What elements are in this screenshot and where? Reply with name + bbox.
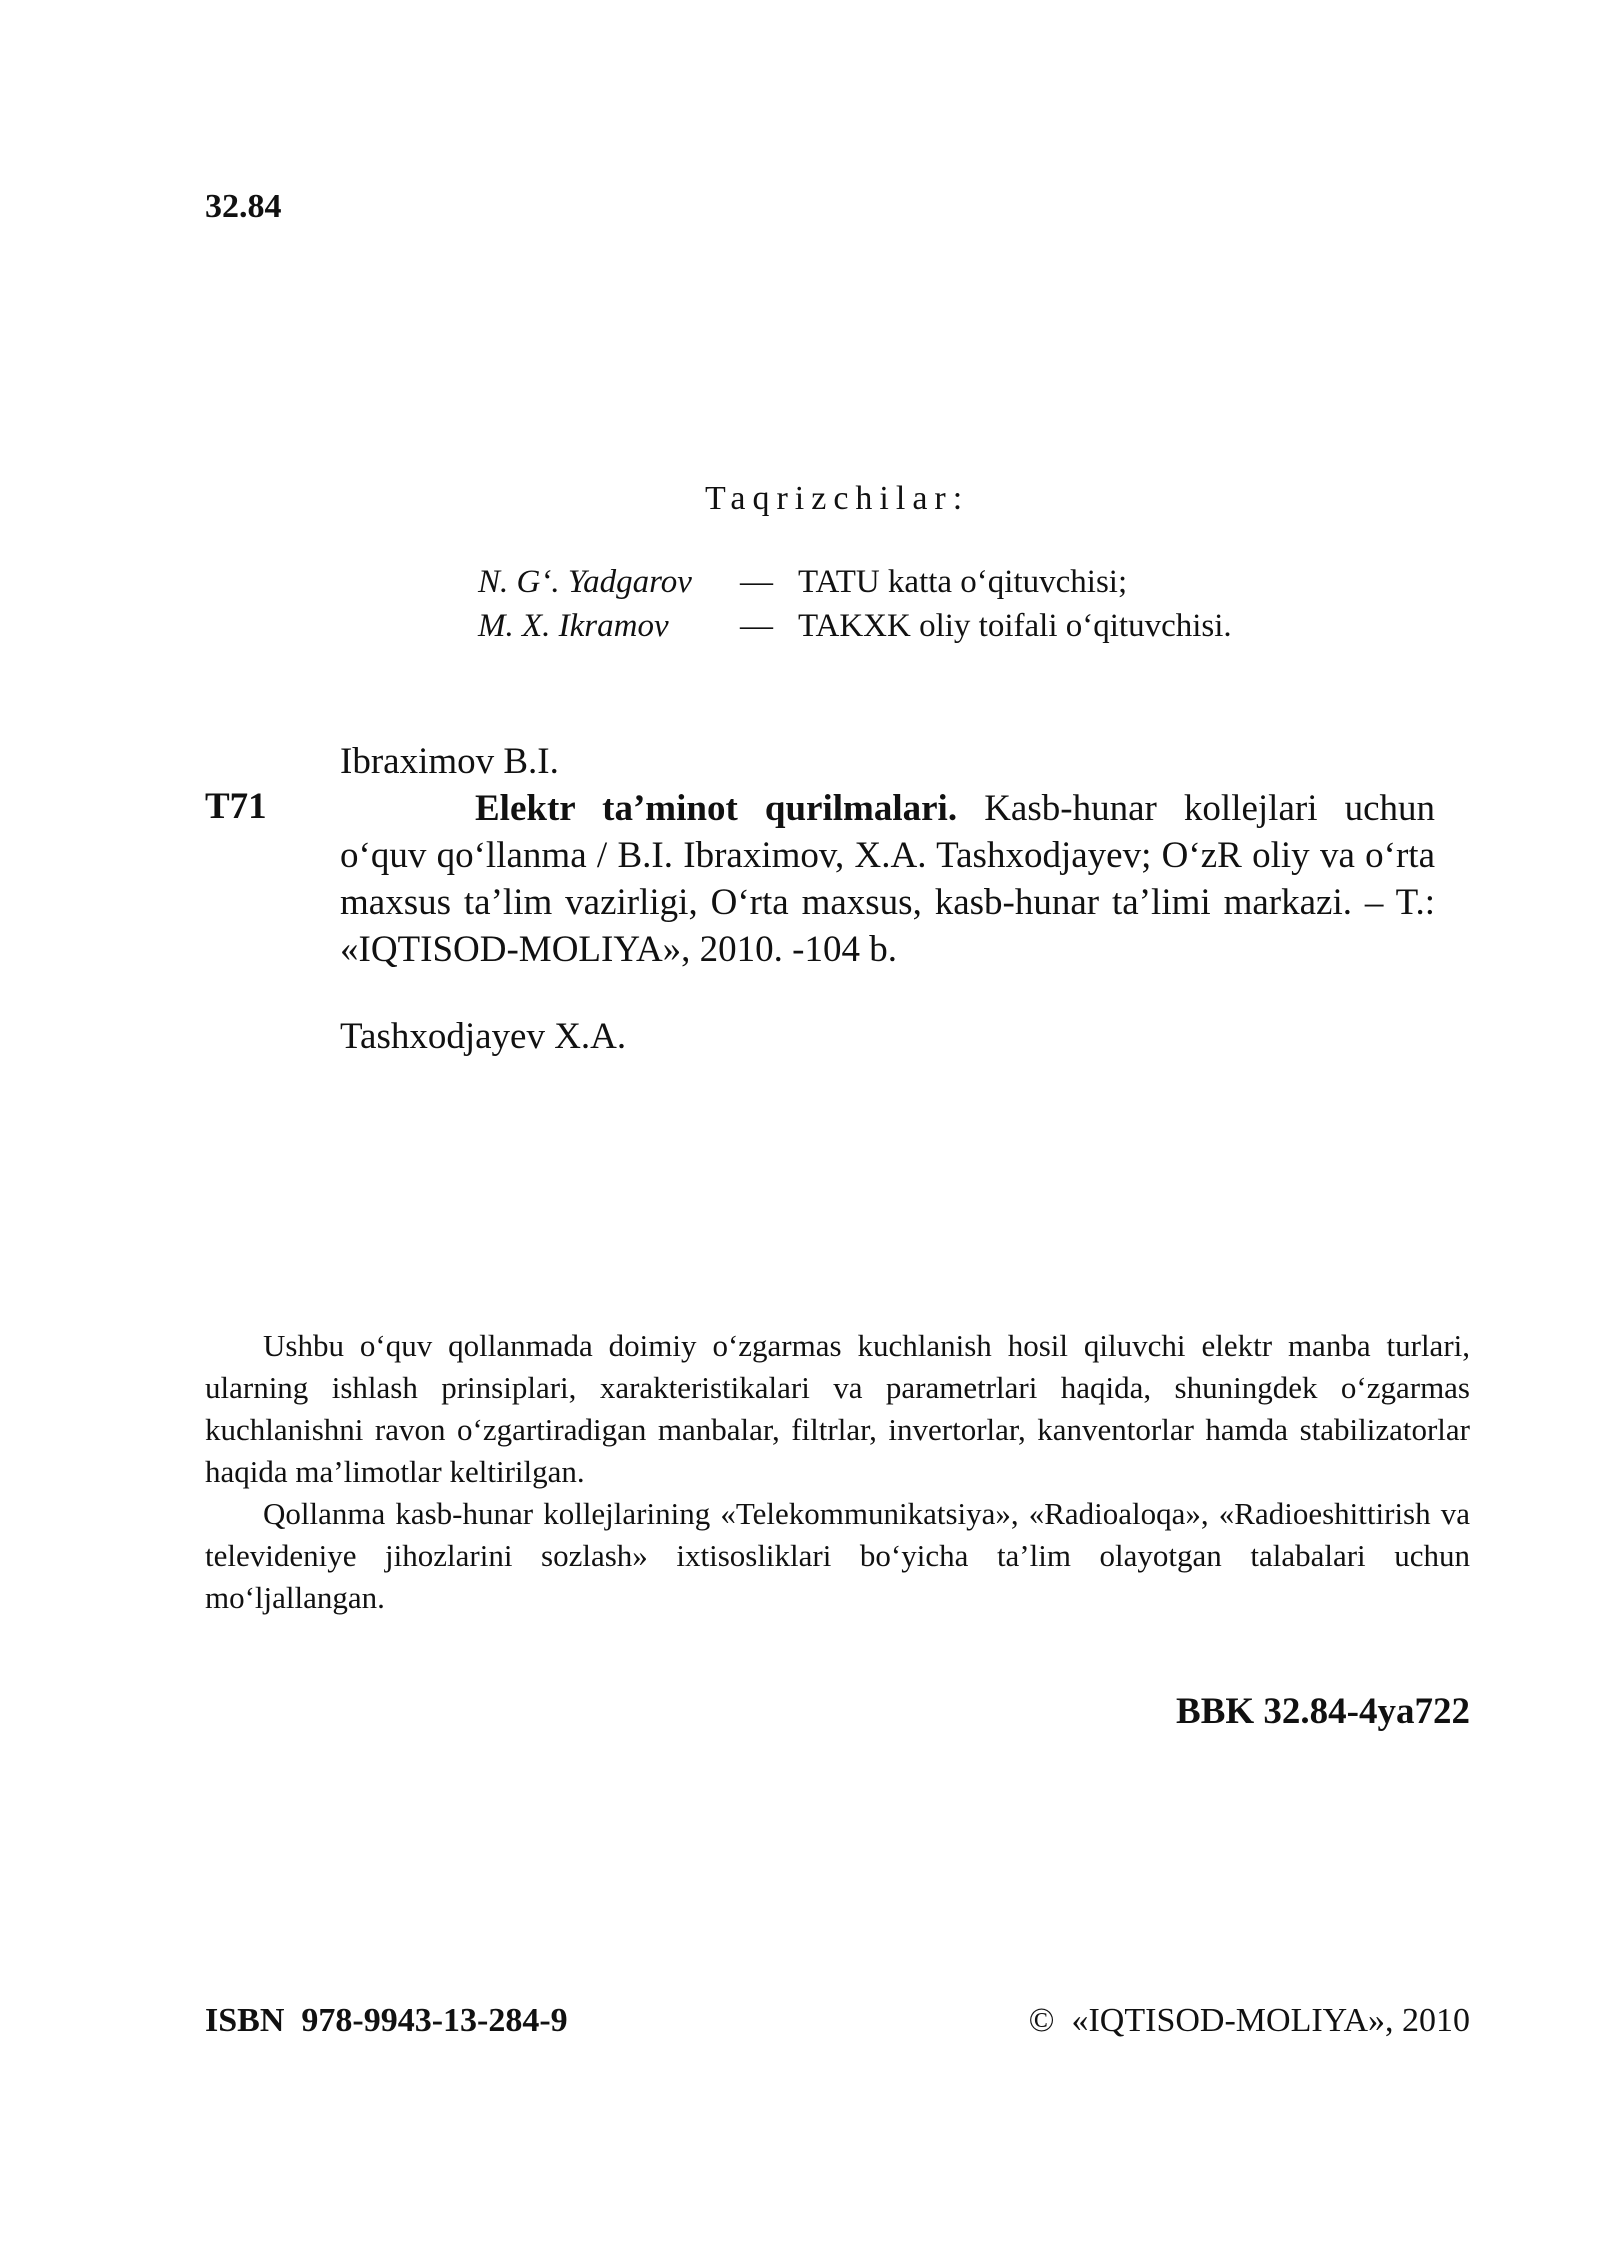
catalog-code: T71 xyxy=(205,786,267,827)
reviewer-name: N. G‘. Yadgarov xyxy=(478,564,692,600)
bbk-code: BBK 32.84-4ya722 xyxy=(1176,1691,1470,1732)
catalog-entry xyxy=(340,785,1435,973)
reviewer-role: TATU katta o‘qituvchisi; xyxy=(798,564,1128,600)
catalog-coauthor: Tashxodjayev X.A. xyxy=(340,1016,627,1057)
book-title: Elektr ta’minot qurilmalari. xyxy=(475,788,958,829)
copyright: © «IQTISOD-MOLIYA», 2010 xyxy=(1028,2002,1470,2039)
annotation-paragraph: Qollanma kasb-hunar kollejlarining «Telekommunikatsiya», «Radioaloqa», «Radioeshittirish va televideniye jihozlarini sozlash» ixtisosliklari bo‘yicha ta’lim olayotgan talabalari uchun mo‘ljallangan. xyxy=(205,1496,1470,1615)
catalog-author: Ibraximov B.I. xyxy=(340,741,559,782)
reviewer-dash: — xyxy=(740,564,773,600)
annotation-paragraph: Ushbu o‘quv qollanmada doimiy o‘zgarmas kuchlanish hosil qiluvchi elektr manba turlari, ularning ishlash prinsiplari, xarakteristikalari va parametrlari haqida, shuningdek o‘zgarmas kuchlanishni ravon o‘zgartiradigan manbalar, filtrlar, invertorlar, kanventorlar hamda stabilizatorlar haqida ma’limotlar keltirilgan. xyxy=(205,1328,1470,1489)
annotation xyxy=(205,1325,1470,1619)
catalog-description: Kasb-hunar kollejlari uchun o‘quv qo‘llanma / B.I. Ibraximov, X.A. Tashxodjayev; O‘zR oliy va o‘rta maxsus ta’lim vazirligi, O‘rta maxsus, kasb-hunar ta’limi markazi. – T.: «IQTISOD-MOLIYA», 2010. -104 b. xyxy=(340,788,1436,970)
reviewer-role: TAKXK oliy toifali o‘qituvchisi. xyxy=(798,608,1232,644)
isbn: ISBN 978-9943-13-284-9 xyxy=(205,2002,568,2039)
reviewer-row xyxy=(478,564,1127,601)
udk-code: 32.84 xyxy=(205,188,282,225)
reviewer-dash: — xyxy=(740,608,773,644)
reviewer-row xyxy=(478,608,1232,645)
reviewers-heading: Taqrizchilar: xyxy=(705,480,970,517)
reviewer-name: M. X. Ikramov xyxy=(478,608,669,644)
